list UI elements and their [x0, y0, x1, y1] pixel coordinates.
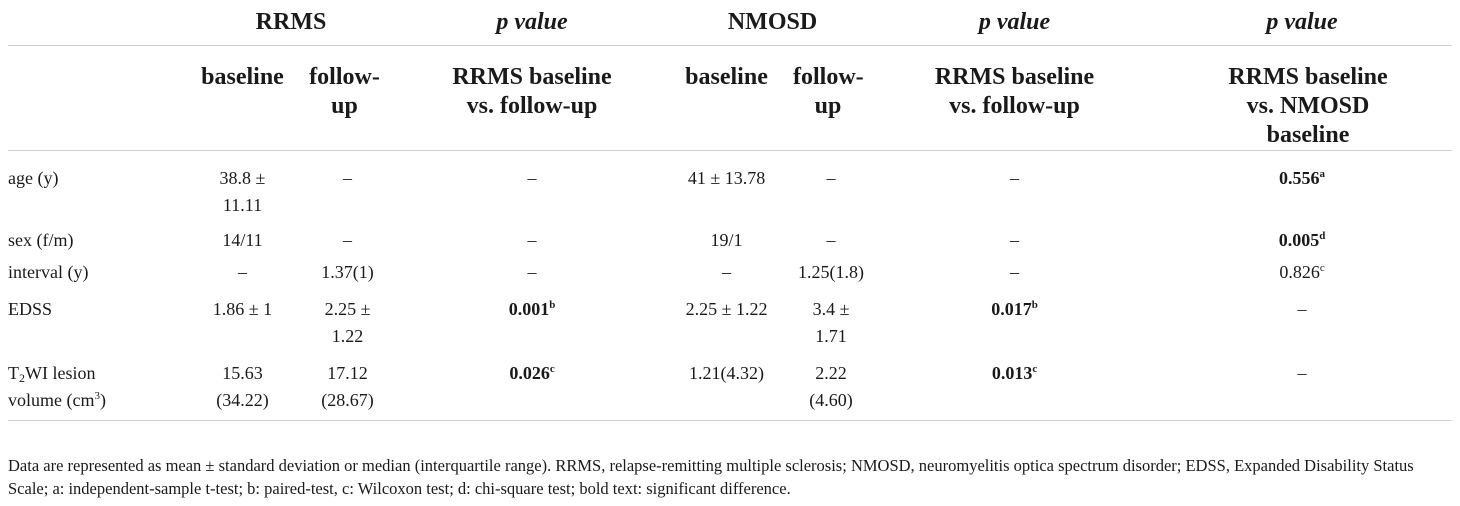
row-label: interval (y) [8, 262, 89, 282]
header-row-sub [8, 46, 1452, 151]
cell-rrms-baseline: 15.63 (34.22) [186, 350, 299, 421]
cell-p2: – [1010, 262, 1020, 282]
cell-p1: – [527, 168, 537, 188]
cell-nmosd-baseline: 41 ± 13.78 [687, 168, 766, 188]
cell-nmosd-followup: 1.25(1.8) [798, 262, 865, 282]
cell-nmosd-followup: – [826, 230, 836, 250]
header-p-value-2: p value [877, 0, 1152, 46]
header-p2-compare: RRMS baseline vs. follow-up [877, 46, 1152, 151]
header-rrms: RRMS [186, 0, 396, 46]
cell-nmosd-baseline: 2.25 ± 1.22 [685, 299, 768, 319]
cell-rrms-baseline: 1.86 ± 1 [212, 299, 273, 319]
header-p1-compare: RRMS baseline vs. follow-up [396, 46, 668, 151]
row-label [8, 350, 186, 421]
p2-superscript: c [1032, 363, 1038, 375]
header-p-value-1: p value [396, 0, 668, 46]
label-part: WI lesion volume (cm [8, 363, 96, 410]
cell-p2 [877, 286, 1152, 350]
header-p3-compare: RRMS baseline vs. NMOSD baseline [1152, 46, 1452, 151]
label-subscript: 2 [19, 371, 25, 385]
cell-p1: – [527, 262, 537, 282]
p3-superscript: c [1319, 262, 1325, 274]
cell-p1 [396, 286, 668, 350]
cell-p2: – [1010, 168, 1020, 188]
cell-rrms-followup: – [343, 168, 352, 188]
p2-superscript: b [1031, 299, 1038, 311]
p2-value: 0.017 [991, 299, 1032, 319]
row-label: age (y) [8, 168, 59, 188]
header-row-groups [8, 0, 1452, 46]
row-label: EDSS [8, 299, 53, 319]
cell-rrms-followup: 1.37(1) [321, 262, 374, 282]
p1-value: 0.001 [508, 299, 550, 319]
header-nmosd-baseline: baseline [668, 46, 785, 151]
header-sub-blank [8, 46, 186, 151]
cell-nmosd-followup: 3.4 ± 1.71 [812, 299, 850, 346]
cell-p2: – [1010, 230, 1020, 250]
p2-value: 0.013 [991, 363, 1033, 383]
row-label: sex (f/m) [8, 230, 74, 250]
cell-rrms-baseline: 38.8 ± 11.11 [219, 168, 266, 215]
table-row [8, 254, 1452, 286]
data-table [8, 0, 1452, 421]
header-rrms-followup: follow-up [299, 46, 396, 151]
data-table-container [8, 0, 1452, 421]
cell-nmosd-baseline: 19/1 [710, 230, 743, 250]
cell-p2 [877, 350, 1152, 421]
table-footnote: Data are represented as mean ± standard deviation or median (interquartile range). RRMS, relapse-remitting multiple sclerosis; NMOSD, neuromyelitis optica spectrum disorder; EDSS, Expanded Disability Status Scale; a: independent-sample t-test; b: paired-test, c: Wilcoxon test; d: chi-square test; bold text: significant difference. [8, 456, 1414, 498]
header-nmosd-followup: follow-up [785, 46, 877, 151]
cell-p3 [1152, 151, 1452, 220]
cell-p1 [396, 350, 668, 421]
header-nmosd: NMOSD [668, 0, 877, 46]
table-row [8, 350, 1452, 421]
table-row [8, 219, 1452, 254]
p1-superscript: b [549, 299, 556, 311]
header-blank [8, 0, 186, 46]
p3-value: 0.005 [1278, 230, 1320, 250]
cell-nmosd-followup: – [826, 168, 836, 188]
p3-value: 0.826 [1279, 262, 1320, 282]
header-rrms-baseline: baseline [186, 46, 299, 151]
table-row [8, 151, 1452, 220]
p3-superscript: a [1319, 168, 1326, 180]
cell-rrms-followup: 2.25 ± 1.22 [324, 299, 371, 346]
cell-p3: – [1152, 350, 1452, 421]
cell-nmosd-baseline: – [722, 262, 732, 282]
p1-superscript: c [549, 363, 555, 375]
cell-p1: – [527, 230, 537, 250]
cell-p3: – [1297, 299, 1307, 319]
cell-p3 [1152, 254, 1452, 286]
cell-rrms-baseline: 14/11 [222, 230, 263, 250]
cell-p3 [1152, 219, 1452, 254]
header-p-value-3: p value [1152, 0, 1452, 46]
table-row [8, 286, 1452, 350]
cell-rrms-followup: 17.12 (28.67) [299, 350, 396, 421]
p3-value: 0.556 [1279, 168, 1320, 188]
cell-nmosd-followup: 2.22 (4.60) [785, 350, 877, 421]
cell-rrms-baseline: – [238, 262, 247, 282]
p3-superscript: d [1319, 230, 1326, 242]
label-part: ) [99, 390, 106, 410]
cell-rrms-followup: – [343, 230, 352, 250]
p1-value: 0.026 [509, 363, 550, 383]
label-superscript: 3 [94, 390, 100, 402]
cell-nmosd-baseline: 1.21(4.32) [668, 350, 785, 421]
label-part: T [8, 363, 19, 383]
